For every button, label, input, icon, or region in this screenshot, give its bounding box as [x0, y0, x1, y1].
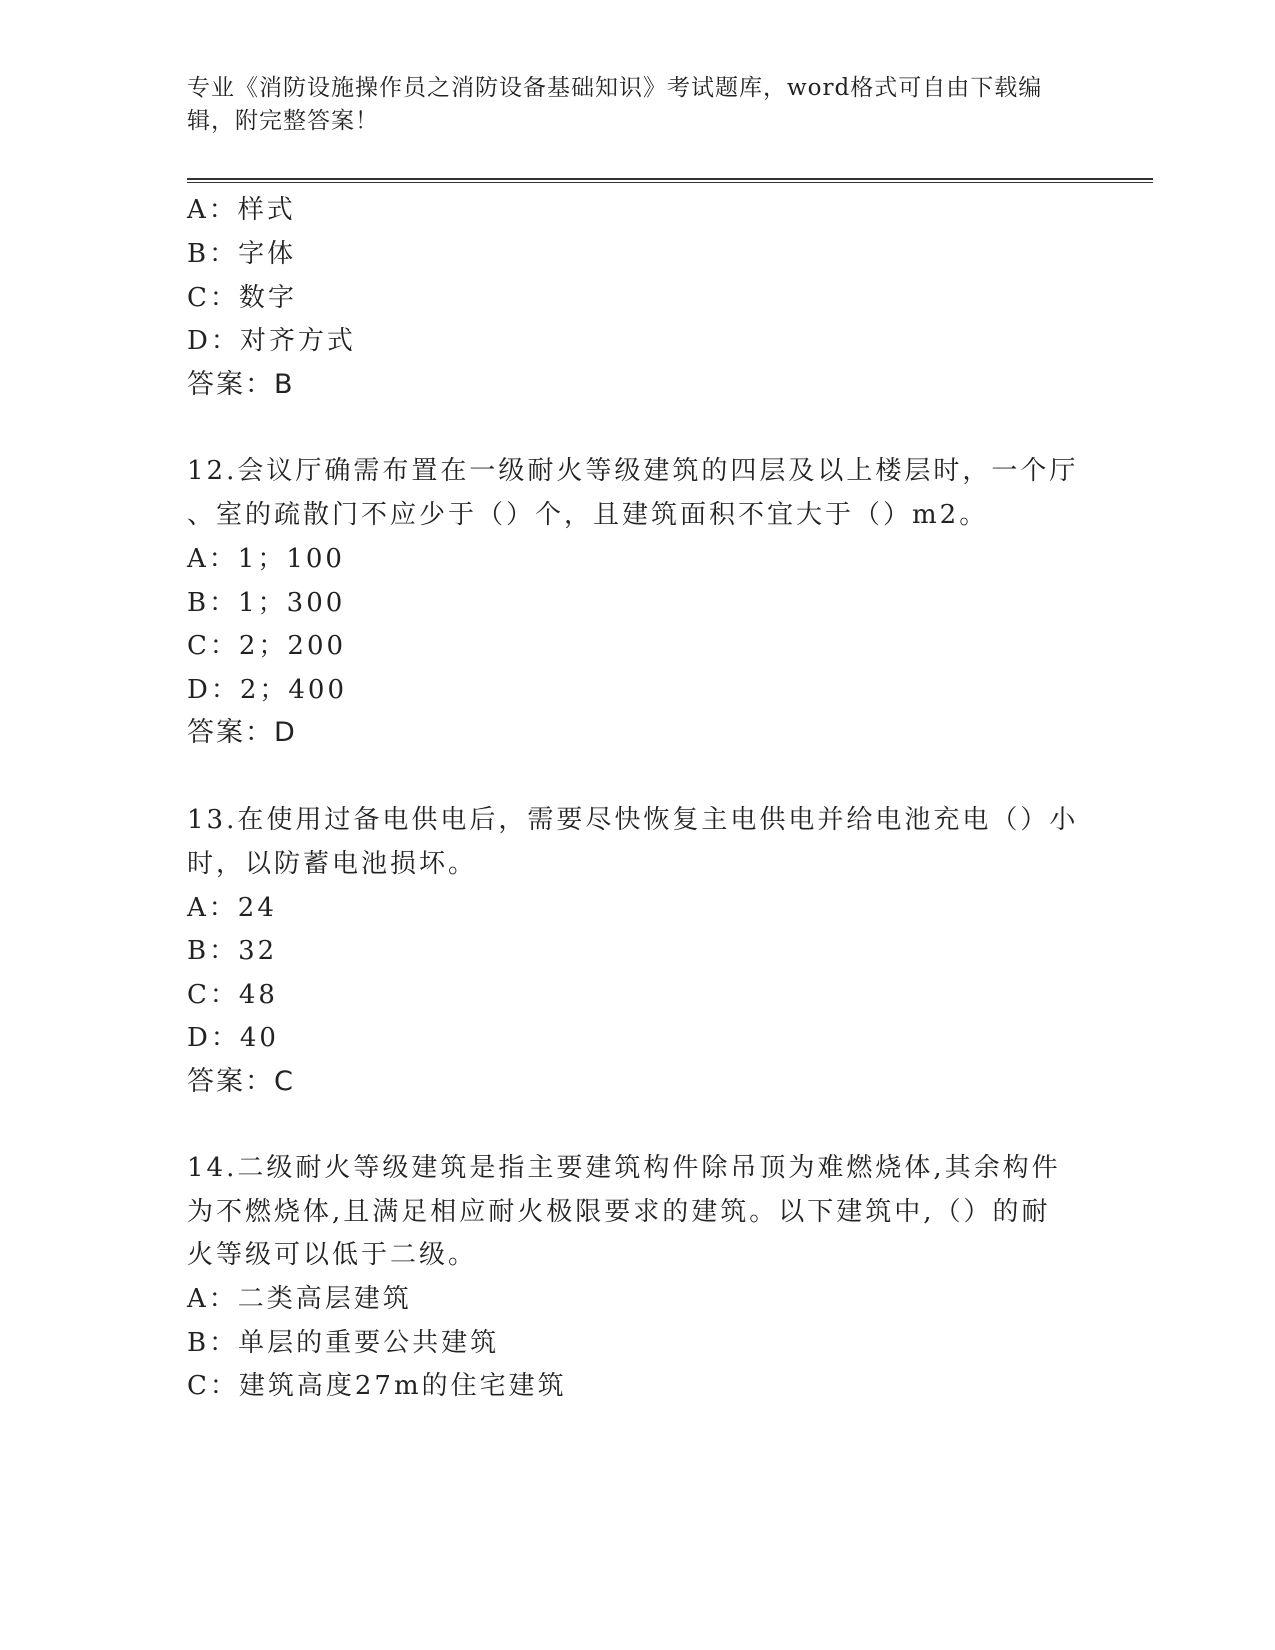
q12-answer: 答案：D: [187, 717, 297, 748]
q12-option-a: A：1；100: [187, 544, 345, 574]
q14-option-b: B：单层的重要公共建筑: [187, 1328, 500, 1358]
q12-stem-line-1: 12.会议厅确需布置在一级耐火等级建筑的四层及以上楼层时，一个厅: [187, 456, 1079, 486]
q13-option-d: D：40: [187, 1023, 279, 1053]
document-header-title: 专业《消防设施操作员之消防设备基础知识》考试题库，word格式可自由下载编辑，附完整答案！: [187, 75, 1043, 134]
q13-option-c: C：48: [187, 980, 278, 1010]
q11-answer: 答案：B: [187, 369, 295, 400]
q13-option-a: A：24: [187, 893, 277, 923]
q13-option-b: B：32: [187, 936, 278, 966]
q12-option-d: D：2；400: [187, 675, 348, 705]
q12-option-b: B：1；300: [187, 588, 346, 618]
q14-stem-line-2: 为不燃烧体,且满足相应耐火极限要求的建筑。以下建筑中,（）的耐: [187, 1197, 1051, 1227]
q11-option-c: C：数字: [187, 283, 297, 313]
q14-stem-line-3: 火等级可以低于二级。: [187, 1240, 478, 1270]
q11-option-a: A：样式: [187, 195, 296, 225]
q11-option-d: D：对齐方式: [187, 326, 356, 356]
header-divider-thin: [187, 182, 1153, 183]
q14-stem-line-1: 14.二级耐火等级建筑是指主要建筑构件除吊顶为难燃烧体,其余构件: [187, 1153, 1061, 1183]
q13-answer: 答案：C: [187, 1066, 295, 1097]
header-divider-thick: [187, 178, 1153, 180]
q12-option-c: C：2；200: [187, 631, 347, 661]
q14-option-a: A：二类高层建筑: [187, 1284, 412, 1314]
q12-stem-line-2: 、室的疏散门不应少于（）个，且建筑面积不宜大于（）m2。: [187, 500, 989, 530]
q14-option-c: C：建筑高度27m的住宅建筑: [187, 1371, 567, 1401]
q11-option-b: B：字体: [187, 239, 297, 269]
q13-stem-line-1: 13.在使用过备电供电后，需要尽快恢复主电供电并给电池充电（）小: [187, 805, 1079, 835]
q13-stem-line-2: 时，以防蓄电池损坏。: [187, 849, 478, 879]
